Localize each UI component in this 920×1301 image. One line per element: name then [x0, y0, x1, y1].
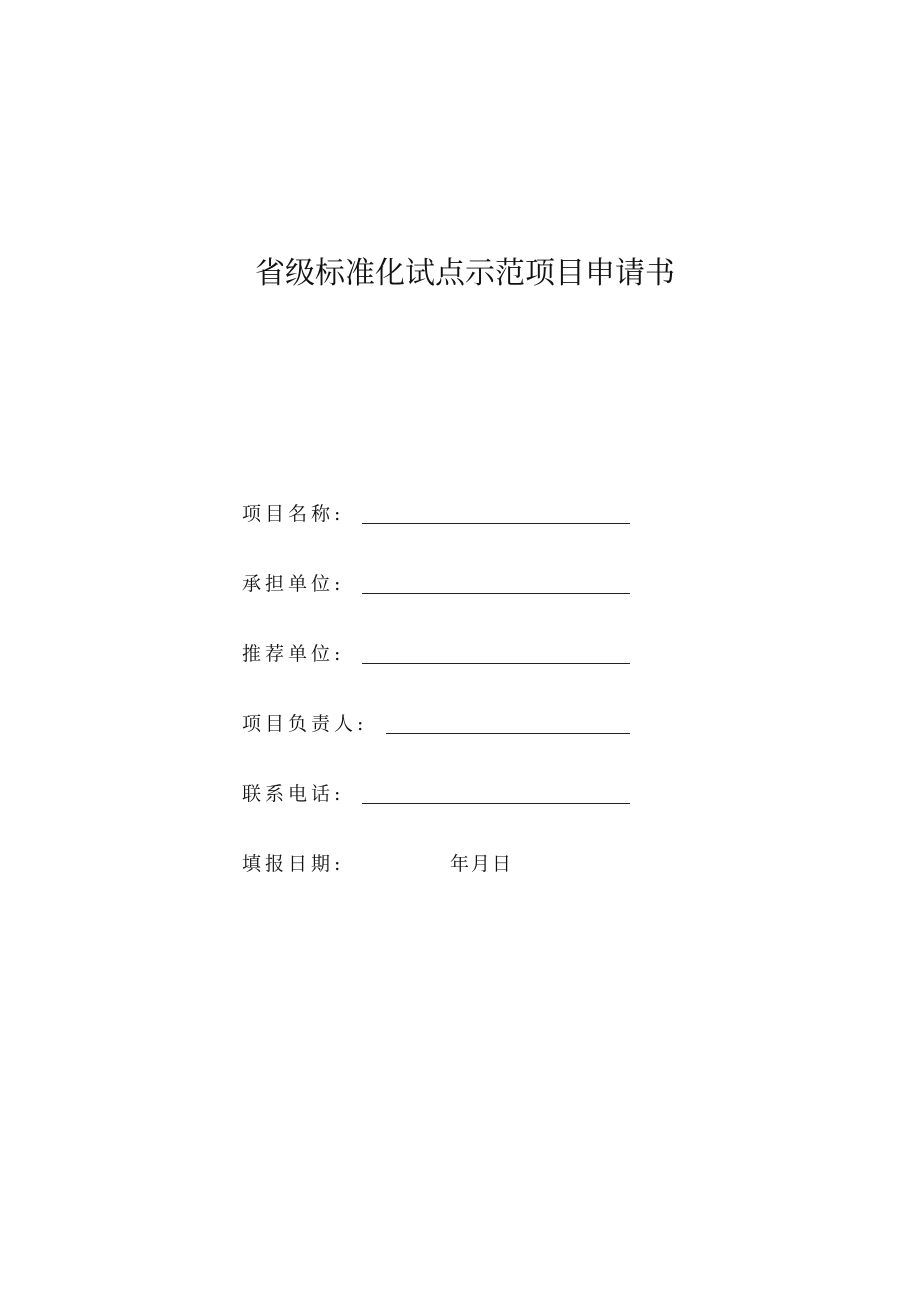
fill-date-value[interactable]: 年月日 — [450, 853, 514, 875]
contact-phone-label: 联系电话: — [242, 783, 345, 805]
undertaking-unit-label: 承担单位: — [242, 573, 345, 595]
recommending-unit-label: 推荐单位: — [242, 643, 345, 665]
form-row-recommending-unit — [242, 639, 344, 669]
form-row-contact-phone — [242, 779, 344, 809]
contact-phone-fill-line[interactable] — [362, 803, 630, 804]
project-leader-label: 项目负责人: — [242, 713, 368, 735]
fill-date-label: 填报日期: — [242, 853, 345, 875]
form-row-project-name — [242, 499, 344, 529]
project-name-fill-line[interactable] — [362, 523, 630, 524]
form-row-project-leader — [242, 709, 367, 739]
undertaking-unit-fill-line[interactable] — [362, 593, 630, 594]
recommending-unit-fill-line[interactable] — [362, 663, 630, 664]
page-title: 省级标准化试点示范项目申请书 — [255, 256, 675, 291]
form-row-undertaking-unit — [242, 569, 344, 599]
project-leader-fill-line[interactable] — [386, 733, 630, 734]
project-name-label: 项目名称: — [242, 503, 345, 525]
form-row-fill-date — [242, 849, 514, 879]
